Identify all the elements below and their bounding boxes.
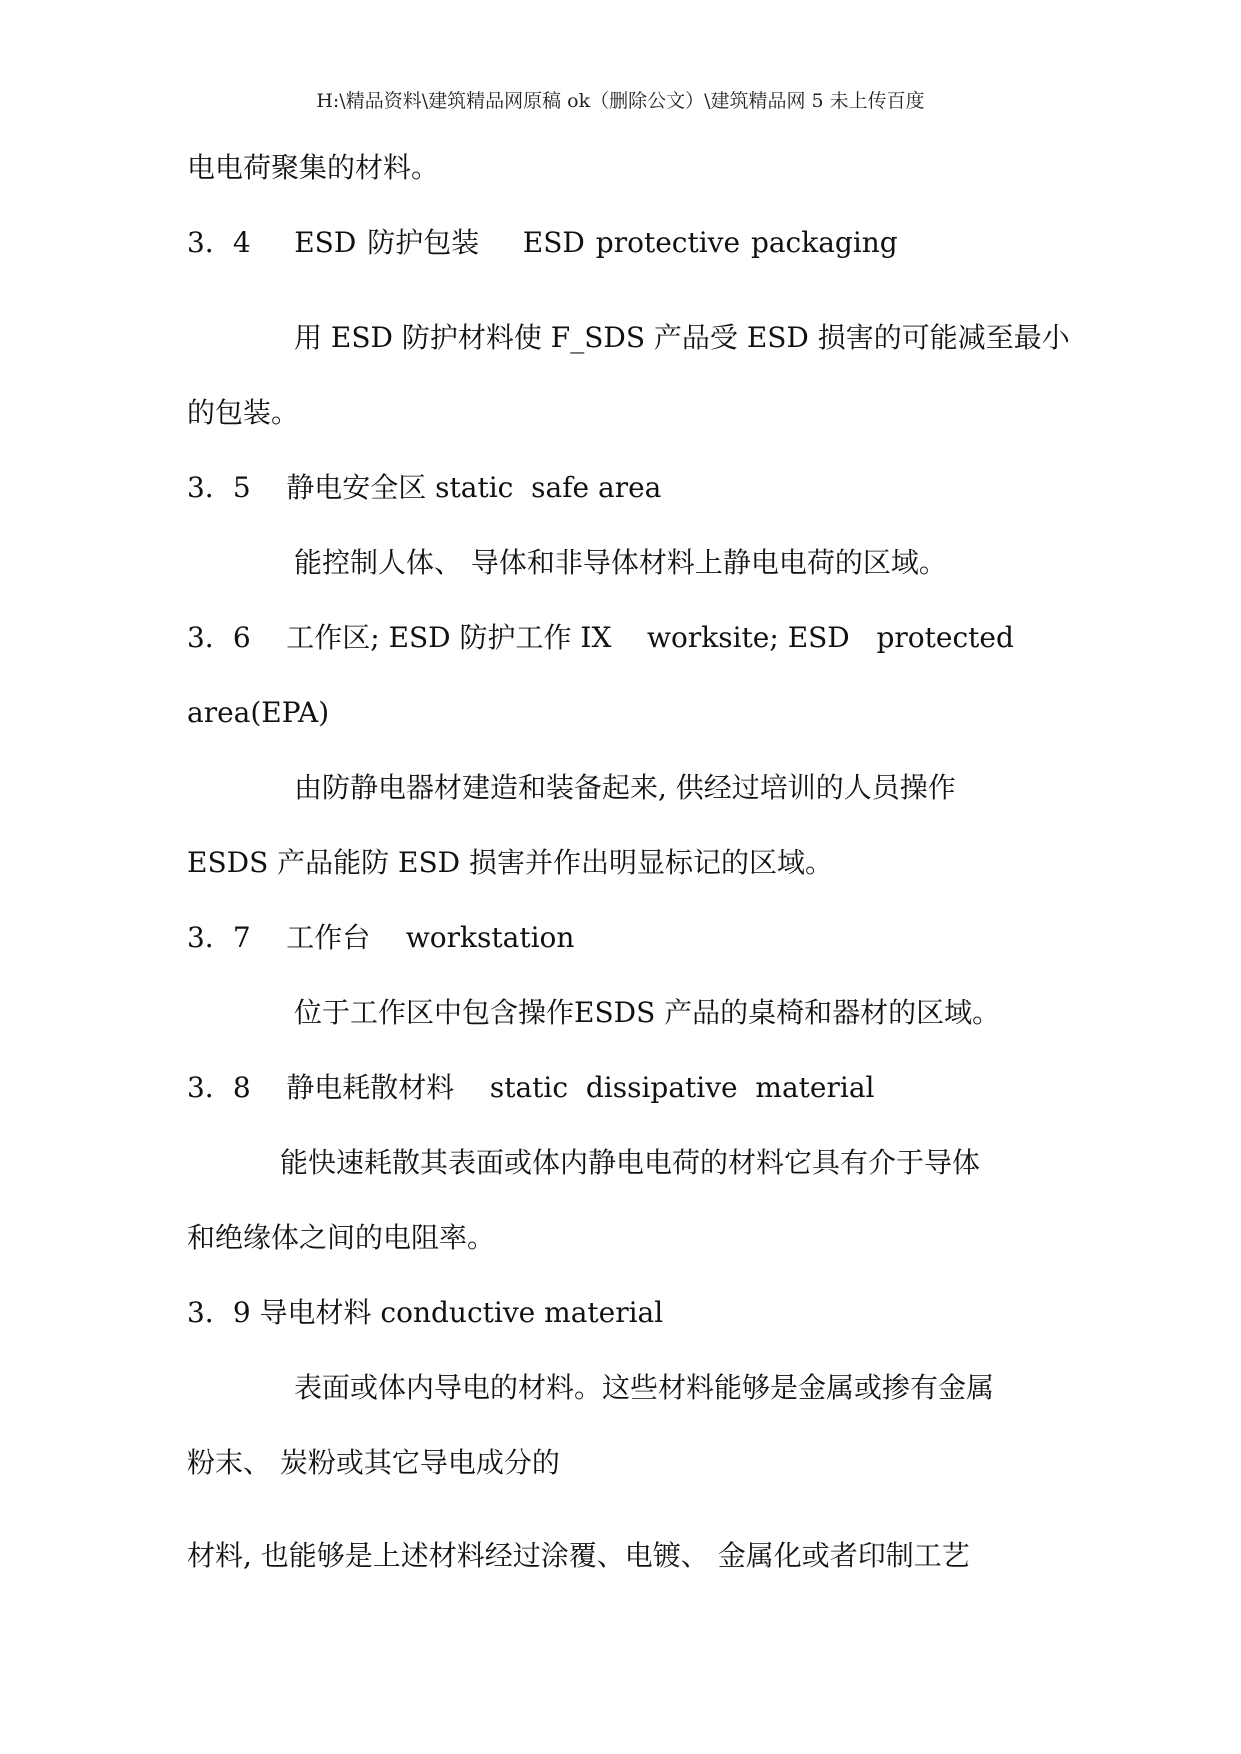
text-line: 和绝缘体之间的电阻率。 [187, 1221, 496, 1254]
section-heading-3-4: 3．4 ESD 防护包装 ESD protective packaging [187, 226, 898, 259]
section-heading-3-9: 3．9 导电材料 conductive material [187, 1296, 664, 1329]
text-line: 粉末、 炭粉或其它导电成分的 [187, 1446, 560, 1479]
section-heading-3-5: 3．5 静电安全区 static safe area [187, 471, 662, 504]
text-line: 电电荷聚集的材料。 [187, 151, 440, 184]
text-line: 能快速耗散其表面或体内静电电荷的材料它具有介于导体 [280, 1146, 981, 1179]
page-header-path: H:\精品资料\建筑精品网原稿 ok（删除公文）\建筑精品网 5 未上传百度 [316, 90, 925, 112]
section-heading-3-7: 3．7 工作台 workstation [187, 921, 575, 954]
text-line: 的包装。 [187, 396, 300, 429]
text-line: 能控制人体、 导体和非导体材料上静电电荷的区域。 [294, 546, 947, 579]
text-line: ESDS 产品能防 ESD 损害并作出明显标记的区域。 [187, 846, 834, 879]
text-line: 表面或体内导电的材料。这些材料能够是金属或掺有金属 [294, 1371, 995, 1404]
section-heading-3-8: 3．8 静电耗散材料 static dissipative material [187, 1071, 875, 1104]
text-line: 位于工作区中包含操作ESDS 产品的桌椅和器材的区域。 [294, 996, 1001, 1029]
text-line: 由防静电器材建造和装备起来, 供经过培训的人员操作 [294, 771, 956, 804]
text-line: 材料, 也能够是上述材料经过涂覆、电镀、 金属化或者印制工艺 [187, 1539, 970, 1572]
text-line: 用 ESD 防护材料使 F_SDS 产品受 ESD 损害的可能减至最小 [294, 321, 1070, 354]
text-line: area(EPA) [187, 696, 330, 729]
section-heading-3-6: 3．6 工作区; ESD 防护工作 IX worksite; ESD protected [187, 621, 1014, 654]
